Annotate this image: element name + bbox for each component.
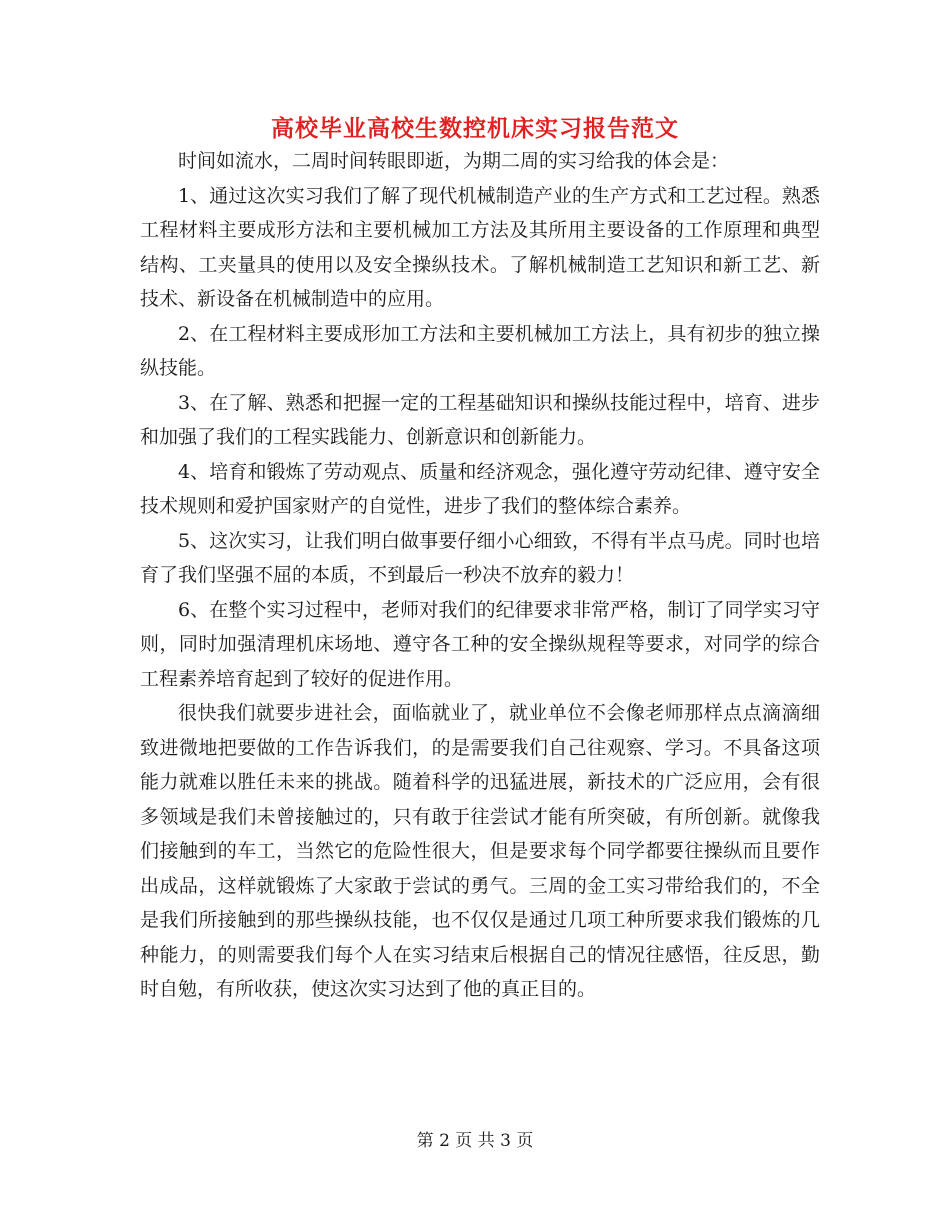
paragraph-intro: 时间如流水，二周时间转眼即逝，为期二周的实习给我的体会是： [178,150,730,172]
paragraph-point-2: 2、在工程材料主要成形加工方法和主要机械加工方法上，具有初步的独立操纵技能。 [140,322,820,379]
paragraph-point-3: 3、在了解、熟悉和把握一定的工程基础知识和操纵技能过程中，培育、进步和加强了我们的工程实践能力、创新意识和创新能力。 [140,391,820,448]
paragraph-point-5: 5、这次实习，让我们明白做事要仔细小心细致，不得有半点马虎。同时也培育了我们坚强不屈的本质，不到最后一秒决不放弃的毅力！ [140,529,820,586]
document-title: 高校毕业高校生数控机床实习报告范文 [271,115,679,142]
paragraph-conclusion: 很快我们就要步进社会，面临就业了，就业单位不会像老师那样点点滴滴细致进微地把要做的工作告诉我们，的是需要我们自己往观察、学习。不具备这项能力就难以胜任未来的挑战。随着科学的迅猛进展，新技术的广泛应用，会有很多领域是我们未曾接触过的，只有敢于往尝试才能有所突破，有所创新。就像我们接触到的车工，当然它的危险性很大，但是要求每个同学都要往操纵而且要作出成品，这样就锻炼了大家敢于尝试的勇气。三周的金工实习带给我们的，不全是我们所接触到的那些操纵技能，也不仅仅是通过几项工种所要求我们锻炼的几种能力，的则需要我们每个人在实习结束后根据自己的情况往感悟，往反思，勤时自勉，有所收获，使这次实习达到了他的真正目的。 [140,702,820,1000]
paragraph-point-4: 4、培育和锻炼了劳动观点、质量和经济观念，强化遵守劳动纪律、遵守安全技术规则和爱护国家财产的自觉性，进步了我们的整体综合素养。 [140,460,820,517]
paragraph-point-1: 1、通过这次实习我们了解了现代机械制造产业的生产方式和工艺过程。熟悉工程材料主要成形方法和主要机械加工方法及其所用主要设备的工作原理和典型结构、工夹量具的使用以及安全操纵技术。了解机械制造工艺知识和新工艺、新技术、新设备在机械制造中的应用。 [140,184,820,310]
page-number-footer: 第 2 页 共 3 页 [416,1131,534,1151]
document-body [140,144,820,1007]
paragraph-point-6: 6、在整个实习过程中，老师对我们的纪律要求非常严格，制订了同学实习守则，同时加强清理机床场地、遵守各工种的安全操纵规程等要求，对同学的综合工程素养培育起到了较好的促进作用。 [140,598,820,690]
